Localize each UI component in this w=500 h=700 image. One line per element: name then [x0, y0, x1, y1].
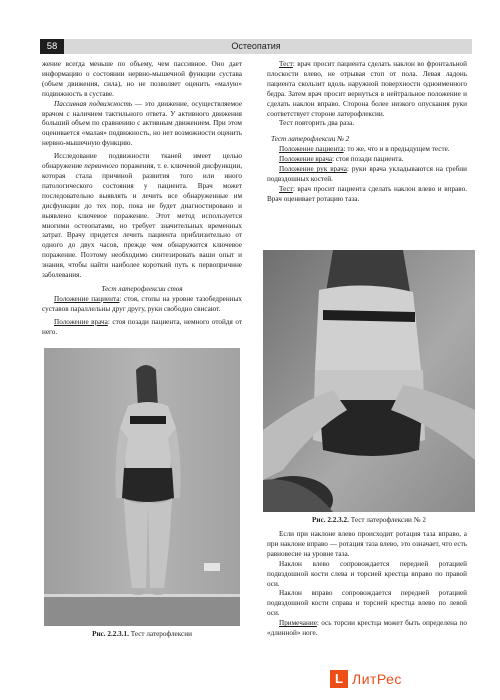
figure-number: Рис. 2.2.3.2.	[312, 516, 349, 524]
figure-photo-standing	[44, 348, 240, 626]
paragraph-text: : ось торсии крестца может быть определена по «длинной» ноге.	[267, 619, 467, 638]
paragraph-text: : руки врача укладываются на гребни подвздошных костей.	[267, 165, 467, 183]
figure-caption	[263, 516, 475, 525]
paragraph: Наклон влево сопровождается передней ротацией подвздошной кости слева и торсией крестца вправо по правой оси.	[267, 559, 467, 588]
paragraph: Тест повторить два раза.	[279, 119, 355, 128]
paragraph	[42, 152, 242, 281]
paragraph	[267, 165, 467, 185]
paragraph	[267, 619, 467, 639]
paragraph-text: — это движение, осуществляемое врачом с наличием тактильного ответа. У активного движения больший объем по сравнению с активным движением. При этом оценивается «малая» подвижность, но нет возможности оценить нервно-мышечную функцию.	[42, 99, 242, 148]
paragraph: Если при наклоне влево происходит ротация таза вправо, а при наклоне вправо — ротация таза влево, это означает, что есть равновесие на уровне таза.	[267, 530, 467, 558]
figure-caption-text: Тест латерофлексии № 2	[350, 516, 426, 524]
test-heading: Тест латерофлексии № 2	[271, 135, 350, 144]
litres-logo-text: ЛитРес	[352, 671, 402, 687]
paragraph	[267, 60, 467, 119]
figure-number: Рис. 2.2.3.1.	[92, 630, 129, 638]
paragraph: жение всегда меньше по объему, чем пассивное. Оно дает информацию о состоянии нервно-мышечной функции сустава (объем движения, сила), но не позволяет оценить «малую» подвижность в суставе.	[42, 60, 242, 98]
running-title: Остеопатия	[231, 41, 281, 51]
test-label: Тест	[279, 184, 293, 193]
paragraph	[267, 145, 467, 155]
paragraph	[42, 100, 242, 150]
paragraph-text: Исследование подвижности тканей имеет целью обнаружение	[42, 152, 242, 171]
litres-logo[interactable]	[330, 668, 414, 692]
passive-term: Пассивная подвижность	[54, 99, 133, 108]
note-label: Примечание	[279, 619, 317, 628]
primary-term: первичного	[84, 162, 119, 171]
doctor-position-label: Положение врача	[279, 155, 333, 164]
figure-photo-examination	[263, 250, 475, 512]
paragraph-text: : врач просит пациента сделать наклон во фронтальной плоскости влево, не отрывая стоп от пола. Левая ладонь пациента скользит вдоль наружной поверхности одноименного бедра. Затем врач просит вернуться в нейтральное положение и сделать наклон вправо. Сторона более низкого опускания руки соответствует стороне латерофлексии.	[267, 60, 467, 118]
test-label: Тест	[279, 60, 293, 68]
right-column-lower	[267, 530, 467, 639]
litres-logo-mark: L	[330, 670, 348, 688]
figure-caption-text: Тест латерофлексии	[130, 630, 192, 638]
right-column	[267, 60, 467, 205]
hands-position-label: Положение рук врача	[279, 165, 347, 174]
page-header	[40, 39, 472, 54]
paragraph	[42, 318, 242, 338]
test-heading: Тест латерофлексии стоя	[101, 284, 183, 293]
paragraph-text: поражения, т. е. ключевой дисфункции, которая стала причиной развития того или иного патологического состояния у пациента. Врач может последовательно выявлять и лечить все обнаруженные им дисфункции до тех пор, пока не будет диагностировано и выявлено ключевое поражение. Этот метод используется многими остеопатами, но требует значительных временных затрат. Врачу придется лечить пациента приблизительно от одного до двух часов, прежде чем обнаружится ключевое поражение. Поэтому необходимо синтезировать ваши опыт и знания, чтобы найти наиболее короткий путь к первопричине заболевания.	[42, 162, 243, 280]
patient-position-label: Положение пациента	[54, 294, 120, 303]
figure-caption	[44, 630, 240, 639]
paragraph	[267, 185, 467, 205]
left-column	[42, 60, 242, 337]
doctor-position-label: Положение врача	[54, 317, 108, 326]
paragraph-text: : стоя позади пациента.	[332, 155, 404, 164]
paragraph	[42, 295, 242, 315]
paragraph-text: : стоя, стопы на уровне тазобедренных суставов параллельны друг другу, руки свободно свисают.	[42, 294, 242, 313]
paragraph-text: : стоя позади пациента, немного отойдя от него.	[42, 317, 242, 336]
paragraph-text: : то же, что и в предыдущем тесте.	[343, 145, 450, 154]
paragraph	[267, 155, 467, 165]
patient-position-label: Положение пациента	[279, 145, 344, 154]
paragraph-text: : врач просит пациента сделать наклон влево и вправо. Врач оценивает ротацию таза.	[267, 184, 467, 203]
paragraph: Наклон вправо сопровождается передней ротацией подвздошной кости справа и торсией крестца влево по левой оси.	[267, 589, 467, 618]
page-number: 58	[40, 39, 64, 54]
